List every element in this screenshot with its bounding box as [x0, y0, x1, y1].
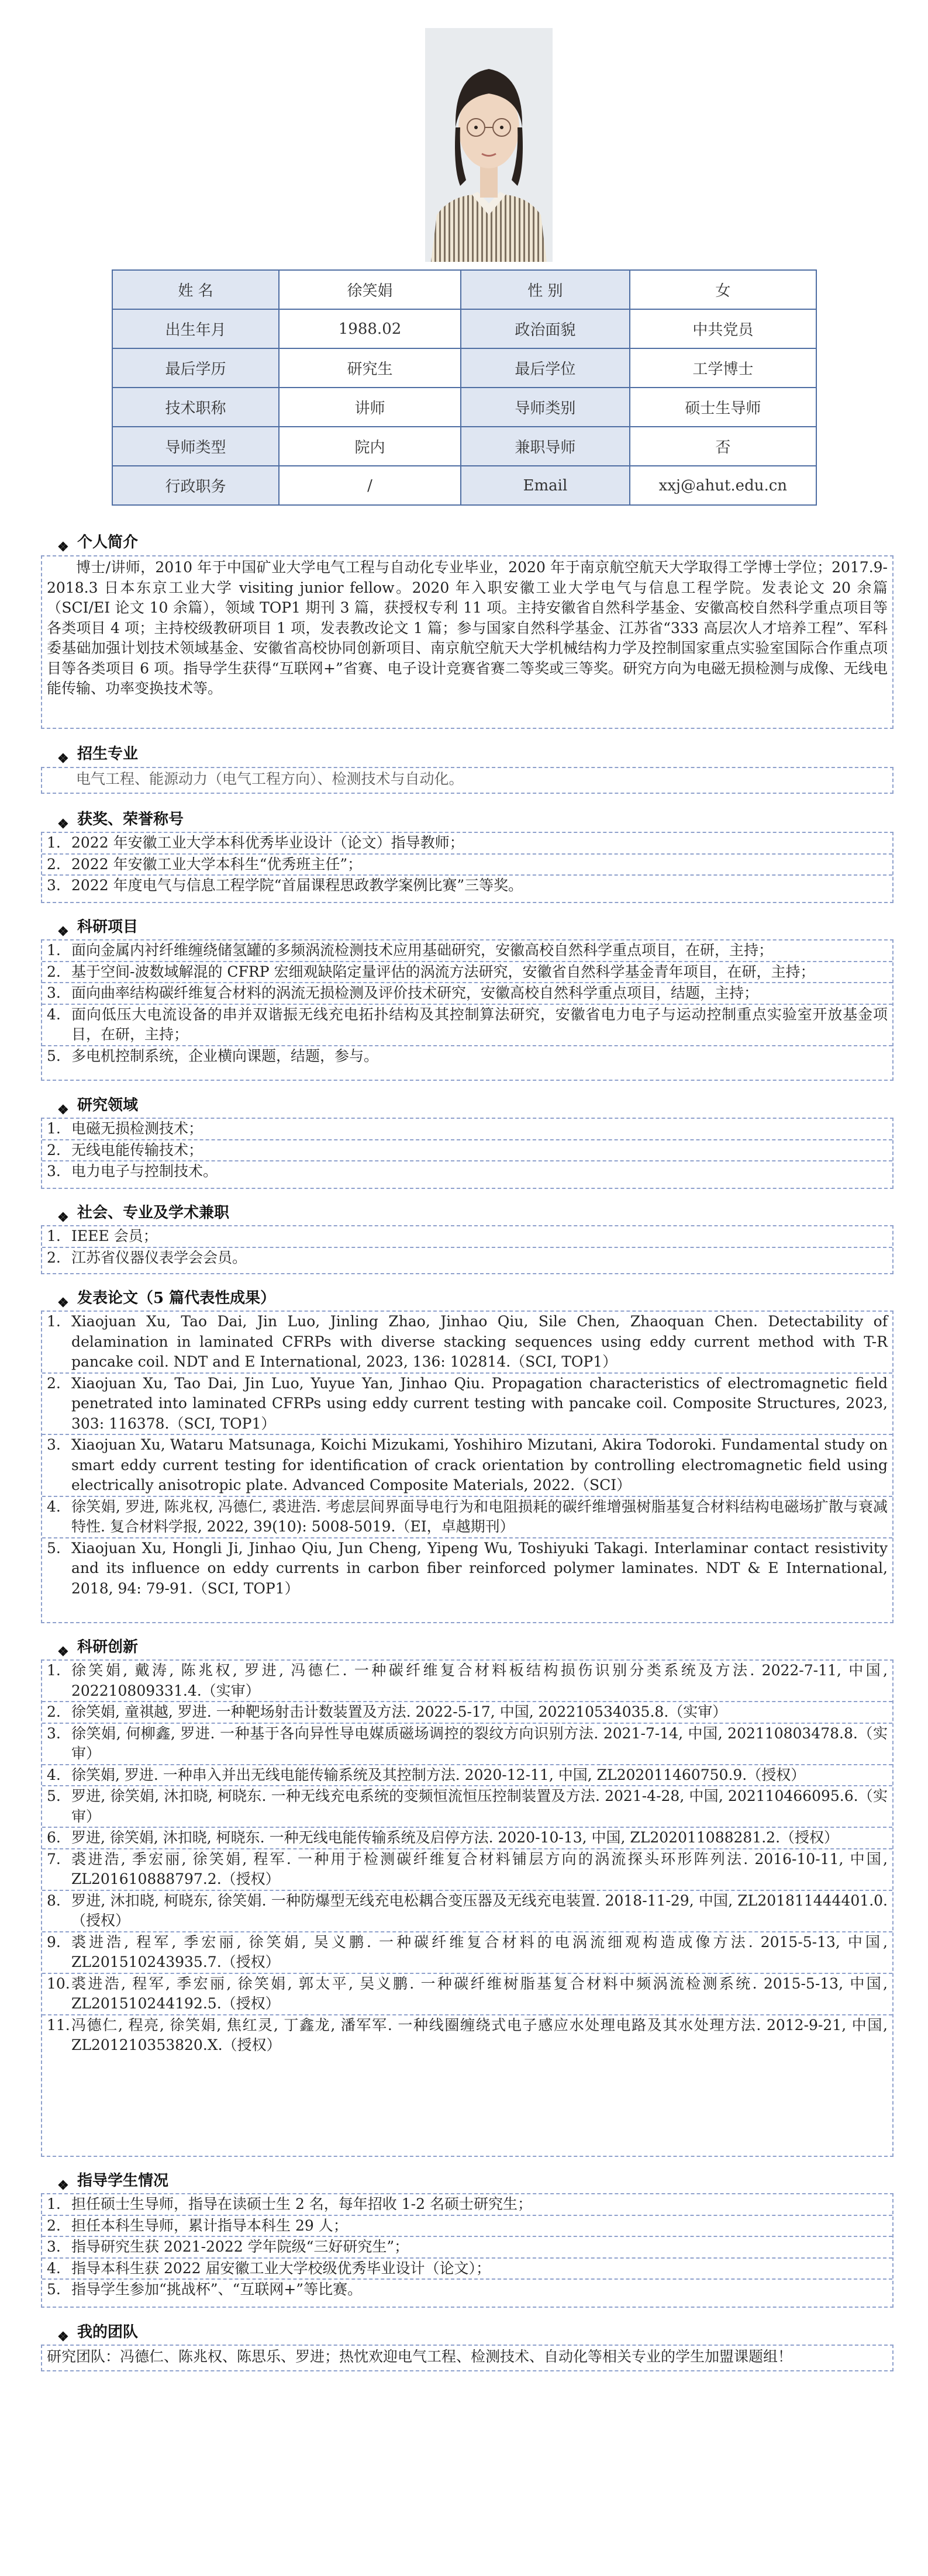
list-item-text: 2022 年度电气与信息工程学院“首届课程思政教学案例比赛”三等奖。 — [71, 877, 523, 894]
list-item — [42, 2259, 892, 2280]
list-item — [42, 1226, 892, 1248]
intro-box — [41, 555, 893, 729]
list-item — [42, 2237, 892, 2259]
section-title: ❖ 获奖、荣誉称号 — [41, 808, 896, 831]
list-item — [42, 833, 892, 855]
profile-row — [112, 466, 816, 505]
list-item — [42, 855, 892, 876]
list-item-text: Xiaojuan Xu, Tao Dai, Jin Luo, Jinling Zhao, Jinhao Qiu, Sile Chen, Zhaoquan Chen. Detectability of delamination in laminated CFRPs with diverse stacking sequences using eddy current method with T-R pancake coil. NDT and E International, 2023, 136: 102814.（SCI, TOP1） — [71, 1313, 888, 1370]
profile-label: 导师类别 — [461, 388, 630, 427]
list-item-text: Xiaojuan Xu, Hongli Ji, Jinhao Qiu, Jun Cheng, Yipeng Wu, Toshiyuki Takagi. Interlaminar contact resistivity and its influence on eddy currents in carbon fiber reinforced polymer laminates. NDT & E International, 2018, 94: 79-91.（SCI, TOP1） — [71, 1539, 888, 1597]
list-item-text: 基于空间-波数域解混的 CFRP 宏细观缺陷定量评估的涡流方法研究，安徽省自然科学基金青年项目，在研，主持； — [71, 963, 815, 980]
list-item — [42, 1932, 892, 1974]
list-item — [42, 1702, 892, 1724]
list-item-text: 担任本科生导师，累计指导本科生 29 人； — [71, 2217, 348, 2234]
section-intro — [41, 531, 896, 554]
profile-row — [112, 309, 816, 348]
list-number: 5. — [47, 1539, 61, 1557]
list-item-text: 面向曲率结构碳纤维复合材料的涡流无损检测及评价技术研究，安徽高校自然科学重点项目，结题，主持； — [71, 984, 759, 1001]
profile-value[interactable]: xxj@ahut.edu.cn — [630, 466, 816, 505]
societies-list — [42, 1226, 892, 1268]
list-number: 3. — [47, 1724, 61, 1742]
list-item — [42, 1140, 892, 1162]
list-item-text: 罗进, 沐扣晓, 柯晓东, 徐笑娟. 一种防爆型无线充电松耦合变压器及无线充电装置. 2018-11-29, 中国, ZL201811444401.0.（授权） — [71, 1892, 888, 1929]
profile-label: 最后学历 — [112, 348, 279, 388]
list-item — [42, 1497, 892, 1538]
profile-label: 性 别 — [461, 270, 630, 309]
list-item-text: 面向金属内衬纤维缠绕储氢罐的多频涡流检测技术应用基础研究，安徽高校自然科学重点项目，在研，主持； — [71, 942, 774, 959]
list-item — [42, 962, 892, 984]
list-item — [42, 2280, 892, 2300]
diamond-bullet-icon: ❖ — [57, 751, 69, 766]
section-projects — [41, 915, 896, 939]
list-item-text: 多电机控制系统，企业横向课题，结题，参与。 — [71, 1047, 379, 1064]
list-item — [42, 1765, 892, 1787]
list-item-text: 江苏省仪器仪表学会会员。 — [71, 1249, 247, 1266]
list-number: 1. — [47, 942, 61, 959]
papers-list — [42, 1312, 892, 1599]
list-number: 3. — [47, 2238, 61, 2255]
list-item-text: 裘进浩, 程军, 季宏丽, 徐笑娟, 吴义鹏. 一种碳纤维复合材料的电涡流细观构造成像方法. 2015-5-13, 中国, ZL201510243935.7.（授权） — [71, 1933, 888, 1970]
list-item-text: 裘进浩, 程军, 季宏丽, 徐笑娟, 郭太平, 吴义鹏. 一种碳纤维树脂基复合材料中频涡流检测系统. 2015-5-13, 中国, ZL201510244192.5.（授权） — [71, 1975, 888, 2012]
majors-box — [41, 767, 893, 794]
list-item-text: 徐笑娟, 戴涛, 陈兆权, 罗进, 冯德仁. 一种碳纤维复合材料板结构损伤识别分类系统及方法. 2022-7-11, 中国, 202210809331.4.（实审） — [71, 1662, 888, 1699]
list-item-text: 罗进, 徐笑娟, 沐扣晓, 柯晓东. 一种无线电能传输系统及启停方法. 2020-10-13, 中国, ZL202011088281.2.（授权） — [71, 1829, 839, 1846]
profile-row — [112, 348, 816, 388]
list-item-text: IEEE 会员； — [71, 1228, 158, 1244]
list-item — [42, 1005, 892, 1046]
list-item-text: 面向低压大电流设备的串并双谐振无线充电拓扑结构及其控制算法研究，安徽省电力电子与运动控制重点实验室开放基金项目，在研，主持； — [71, 1005, 888, 1043]
list-number: 4. — [47, 1498, 61, 1515]
profile-value: 中共党员 — [630, 309, 816, 348]
section-title: ❖ 科研创新 — [41, 1635, 896, 1659]
profile-label: 导师类型 — [112, 427, 279, 466]
list-item-text: 徐笑娟, 何柳鑫, 罗进. 一种基于各向异性导电媒质磁场调控的裂纹方向识别方法. 2021-7-14, 中国, 202110803478.8.（实审） — [71, 1724, 888, 1762]
list-number: 3. — [47, 984, 61, 1001]
list-item — [42, 1828, 892, 1849]
list-number: 2. — [47, 1249, 61, 1266]
section-title: ❖ 发表论文（5 篇代表性成果） — [41, 1287, 896, 1310]
list-item-text: 指导本科生获 2022 届安徽工业大学校级优秀毕业设计（论文）； — [71, 2259, 491, 2277]
section-research — [41, 1094, 896, 1117]
list-number: 3. — [47, 877, 61, 894]
list-number: 1. — [47, 1120, 61, 1137]
list-item-text: 冯德仁, 程亮, 徐笑娟, 焦红灵, 丁鑫龙, 潘军军. 一种线圈缠绕式电子感应水处理电路及其水处理方法. 2012-9-21, 中国, ZL201210353820.X.（授权） — [71, 2016, 888, 2053]
profile-label: 兼职导师 — [461, 427, 630, 466]
diamond-bullet-icon: ❖ — [57, 2178, 69, 2193]
section-majors — [41, 742, 896, 766]
section-title: ❖ 指导学生情况 — [41, 2169, 896, 2193]
list-item-text: 担任硕士生导师，指导在读硕士生 2 名，每年招收 1-2 名硕士研究生； — [71, 2195, 532, 2212]
profile-label: Email — [461, 466, 630, 505]
list-item-text: 2022 年安徽工业大学本科生“优秀班主任”； — [71, 855, 363, 873]
profile-value: 讲师 — [279, 388, 461, 427]
list-item — [42, 983, 892, 1005]
list-item — [42, 941, 892, 962]
list-item — [42, 1161, 892, 1182]
list-item-text: Xiaojuan Xu, Tao Dai, Jin Luo, Yuyue Yan, Jinhao Qiu. Propagation characteristics of electromagnetic field penetrated into laminated CFRPs using eddy current testing with pancake coil. Composite Structures, 2023, 303: 116378.（SCI, TOP1） — [71, 1374, 888, 1432]
projects-list — [42, 941, 892, 1066]
section-team — [41, 2321, 896, 2344]
profile-label: 出生年月 — [112, 309, 279, 348]
profile-row — [112, 427, 816, 466]
list-number: 2. — [47, 1374, 61, 1392]
list-item — [42, 876, 892, 896]
list-item — [42, 1661, 892, 1702]
list-number: 11. — [47, 2016, 70, 2034]
list-item — [42, 2216, 892, 2238]
section-societies — [41, 1201, 896, 1225]
research-box — [41, 1118, 893, 1189]
list-number: 2. — [47, 855, 61, 873]
profile-value: 院内 — [279, 427, 461, 466]
diamond-bullet-icon: ❖ — [57, 2329, 69, 2345]
list-number: 8. — [47, 1892, 61, 1909]
list-item — [42, 1724, 892, 1765]
list-number: 3. — [47, 1163, 61, 1180]
section-students — [41, 2169, 896, 2193]
diamond-bullet-icon: ❖ — [57, 1295, 69, 1311]
portrait-image — [425, 28, 553, 262]
list-number: 5. — [47, 1787, 61, 1804]
list-item — [42, 2194, 892, 2216]
profile-label: 行政职务 — [112, 466, 279, 505]
profile-label: 最后学位 — [461, 348, 630, 388]
profile-label: 姓 名 — [112, 270, 279, 309]
list-item-text: 罗进, 徐笑娟, 沐扣晓, 柯晓东. 一种无线充电系统的变频恒流恒压控制装置及方法. 2021-4-28, 中国, 202110466095.6.（实审） — [71, 1787, 888, 1825]
section-patents — [41, 1635, 896, 1659]
diamond-bullet-icon: ❖ — [57, 1102, 69, 1118]
projects-box — [41, 939, 893, 1081]
list-item — [42, 1891, 892, 1932]
section-title: ❖ 我的团队 — [41, 2321, 896, 2344]
list-item-text: 指导学生参加“挑战杯”、“互联网+”等比赛。 — [71, 2281, 363, 2298]
list-number: 1. — [47, 1228, 61, 1244]
team-text: 研究团队：冯德仁、陈兆权、陈思乐、罗进；热忱欢迎电气工程、检测技术、自动化等相关专业的学生加盟课题组！ — [47, 2348, 793, 2365]
section-title: ❖ 科研项目 — [41, 915, 896, 939]
diamond-bullet-icon: ❖ — [57, 540, 69, 555]
section-title: ❖ 个人简介 — [41, 531, 896, 554]
list-number: 2. — [47, 2217, 61, 2234]
profile-label: 政治面貌 — [461, 309, 630, 348]
list-number: 3. — [47, 1436, 61, 1453]
section-papers — [41, 1287, 896, 1310]
list-item-text: 电力电子与控制技术。 — [71, 1163, 218, 1180]
list-item — [42, 1538, 892, 1599]
profile-table — [112, 269, 817, 506]
list-number: 2. — [47, 1703, 61, 1720]
patents-box — [41, 1659, 893, 2157]
profile-value: 工学博士 — [630, 348, 816, 388]
profile-label: 技术职称 — [112, 388, 279, 427]
list-number: 4. — [47, 1005, 61, 1023]
section-title: ❖ 社会、专业及学术兼职 — [41, 1201, 896, 1225]
section-title: ❖ 研究领域 — [41, 1094, 896, 1117]
profile-row — [112, 270, 816, 309]
students-list — [42, 2194, 892, 2300]
diamond-bullet-icon: ❖ — [57, 1644, 69, 1659]
list-number: 5. — [47, 1047, 61, 1064]
list-item-text: 无线电能传输技术； — [71, 1141, 203, 1159]
list-number: 2. — [47, 963, 61, 980]
diamond-bullet-icon: ❖ — [57, 817, 69, 832]
list-item — [42, 1248, 892, 1268]
profile-value: 女 — [630, 270, 816, 309]
papers-box — [41, 1311, 893, 1623]
list-item — [42, 1119, 892, 1140]
list-item — [42, 1974, 892, 2015]
list-item-text: 徐笑娟, 罗进, 陈兆权, 冯德仁, 裘进浩. 考虑层间界面导电行为和电阻损耗的碳纤维增强树脂基复合材料结构电磁场扩散与衰减特性. 复合材料学报, 2022, 39(10): 5008-5019.（EI，卓越期刊） — [71, 1498, 888, 1535]
list-item — [42, 1046, 892, 1067]
awards-box — [41, 832, 893, 903]
list-item — [42, 1786, 892, 1828]
list-number: 2. — [47, 1141, 61, 1159]
profile-photo — [425, 28, 553, 262]
profile-value: / — [279, 466, 461, 505]
diamond-bullet-icon: ❖ — [57, 924, 69, 939]
students-box — [41, 2193, 893, 2308]
list-number: 10. — [47, 1975, 70, 1992]
list-item-text: 指导研究生获 2021-2022 学年院级“三好研究生”； — [71, 2238, 409, 2255]
section-awards — [41, 808, 896, 831]
list-item-text: 徐笑娟, 罗进. 一种串入并出无线电能传输系统及其控制方法. 2020-12-11, 中国, ZL202011460750.9.（授权） — [71, 1766, 806, 1783]
list-number: 4. — [47, 2259, 61, 2277]
profile-value: 徐笑娟 — [279, 270, 461, 309]
list-item-text: 徐笑娟, 童祺越, 罗进. 一种靶场射击计数装置及方法. 2022-5-17, 中国, 202210534035.8.（实审） — [71, 1703, 727, 1720]
list-item — [42, 1312, 892, 1374]
team-box — [41, 2345, 893, 2371]
list-item-text: 2022 年安徽工业大学本科优秀毕业设计（论文）指导教师； — [71, 834, 464, 851]
profile-value: 硕士生导师 — [630, 388, 816, 427]
awards-list — [42, 833, 892, 896]
research-list — [42, 1119, 892, 1182]
diamond-bullet-icon: ❖ — [57, 1210, 69, 1225]
list-number: 1. — [47, 1313, 61, 1330]
section-title: ❖ 招生专业 — [41, 742, 896, 766]
societies-box — [41, 1225, 893, 1274]
profile-row — [112, 388, 816, 427]
list-number: 6. — [47, 1829, 61, 1846]
list-number: 9. — [47, 1933, 61, 1951]
profile-value: 否 — [630, 427, 816, 466]
list-number: 1. — [47, 2195, 61, 2212]
list-number: 1. — [47, 834, 61, 851]
majors-text: 电气工程、能源动力（电气工程方向）、检测技术与自动化。 — [76, 770, 464, 787]
list-item-text: 电磁无损检测技术； — [71, 1120, 203, 1137]
patents-list — [42, 1661, 892, 2056]
list-item-text: Xiaojuan Xu, Wataru Matsunaga, Koichi Mizukami, Yoshihiro Mizutani, Akira Todoroki. Fundamental study on smart eddy current testing for identification of crack orientation by controlling electromagnetic field using electrically anisotropic plate. Advanced Composite Materials, 2022.（SCI） — [71, 1436, 888, 1493]
list-item — [42, 1849, 892, 1891]
list-item — [42, 1374, 892, 1436]
list-number: 1. — [47, 1662, 61, 1679]
list-number: 7. — [47, 1850, 61, 1868]
intro-text: 博士/讲师，2010 年于中国矿业大学电气工程与自动化专业毕业，2020 年于南京航空航天大学取得工学博士学位；2017.9-2018.3 日本东京工业大学 visiting junior fellow。2020 年入职安徽工业大学电气与信息工程学院。发表论文 20 余篇（SCI/EI 论文 10 余篇），领域 TOP1 期刊 3 篇，获授权专利 11 项。主持安徽省自然科学基金、安徽高校自然科学重点项目等各类项目 4 项；主持校级教研项目 1 项，发表教改论文 1 篇；参与国家自然科学基金、江苏省“333 高层次人才培养工程”、军科委基础加强计划技术领域基金、安徽省高校协同创新项目、南京航空航天大学机械结构力学及控制国家重点实验室国际合作重点项目等各类项目 6 项。指导学生获得“互联网+”省赛、电子设计竞赛省赛二等奖或三等奖。研究方向为电磁无损检测与成像、无线电能传输、功率变换技术等。 — [47, 559, 888, 697]
profile-value: 1988.02 — [279, 309, 461, 348]
list-item — [42, 1435, 892, 1497]
list-item — [42, 2015, 892, 2056]
list-number: 4. — [47, 1766, 61, 1783]
list-number: 5. — [47, 2281, 61, 2298]
list-item-text: 裘进浩, 季宏丽, 徐笑娟, 程军. 一种用于检测碳纤维复合材料铺层方向的涡流探头环形阵列法. 2016-10-11, 中国, ZL201610888797.2.（授权） — [71, 1850, 888, 1887]
profile-value: 研究生 — [279, 348, 461, 388]
